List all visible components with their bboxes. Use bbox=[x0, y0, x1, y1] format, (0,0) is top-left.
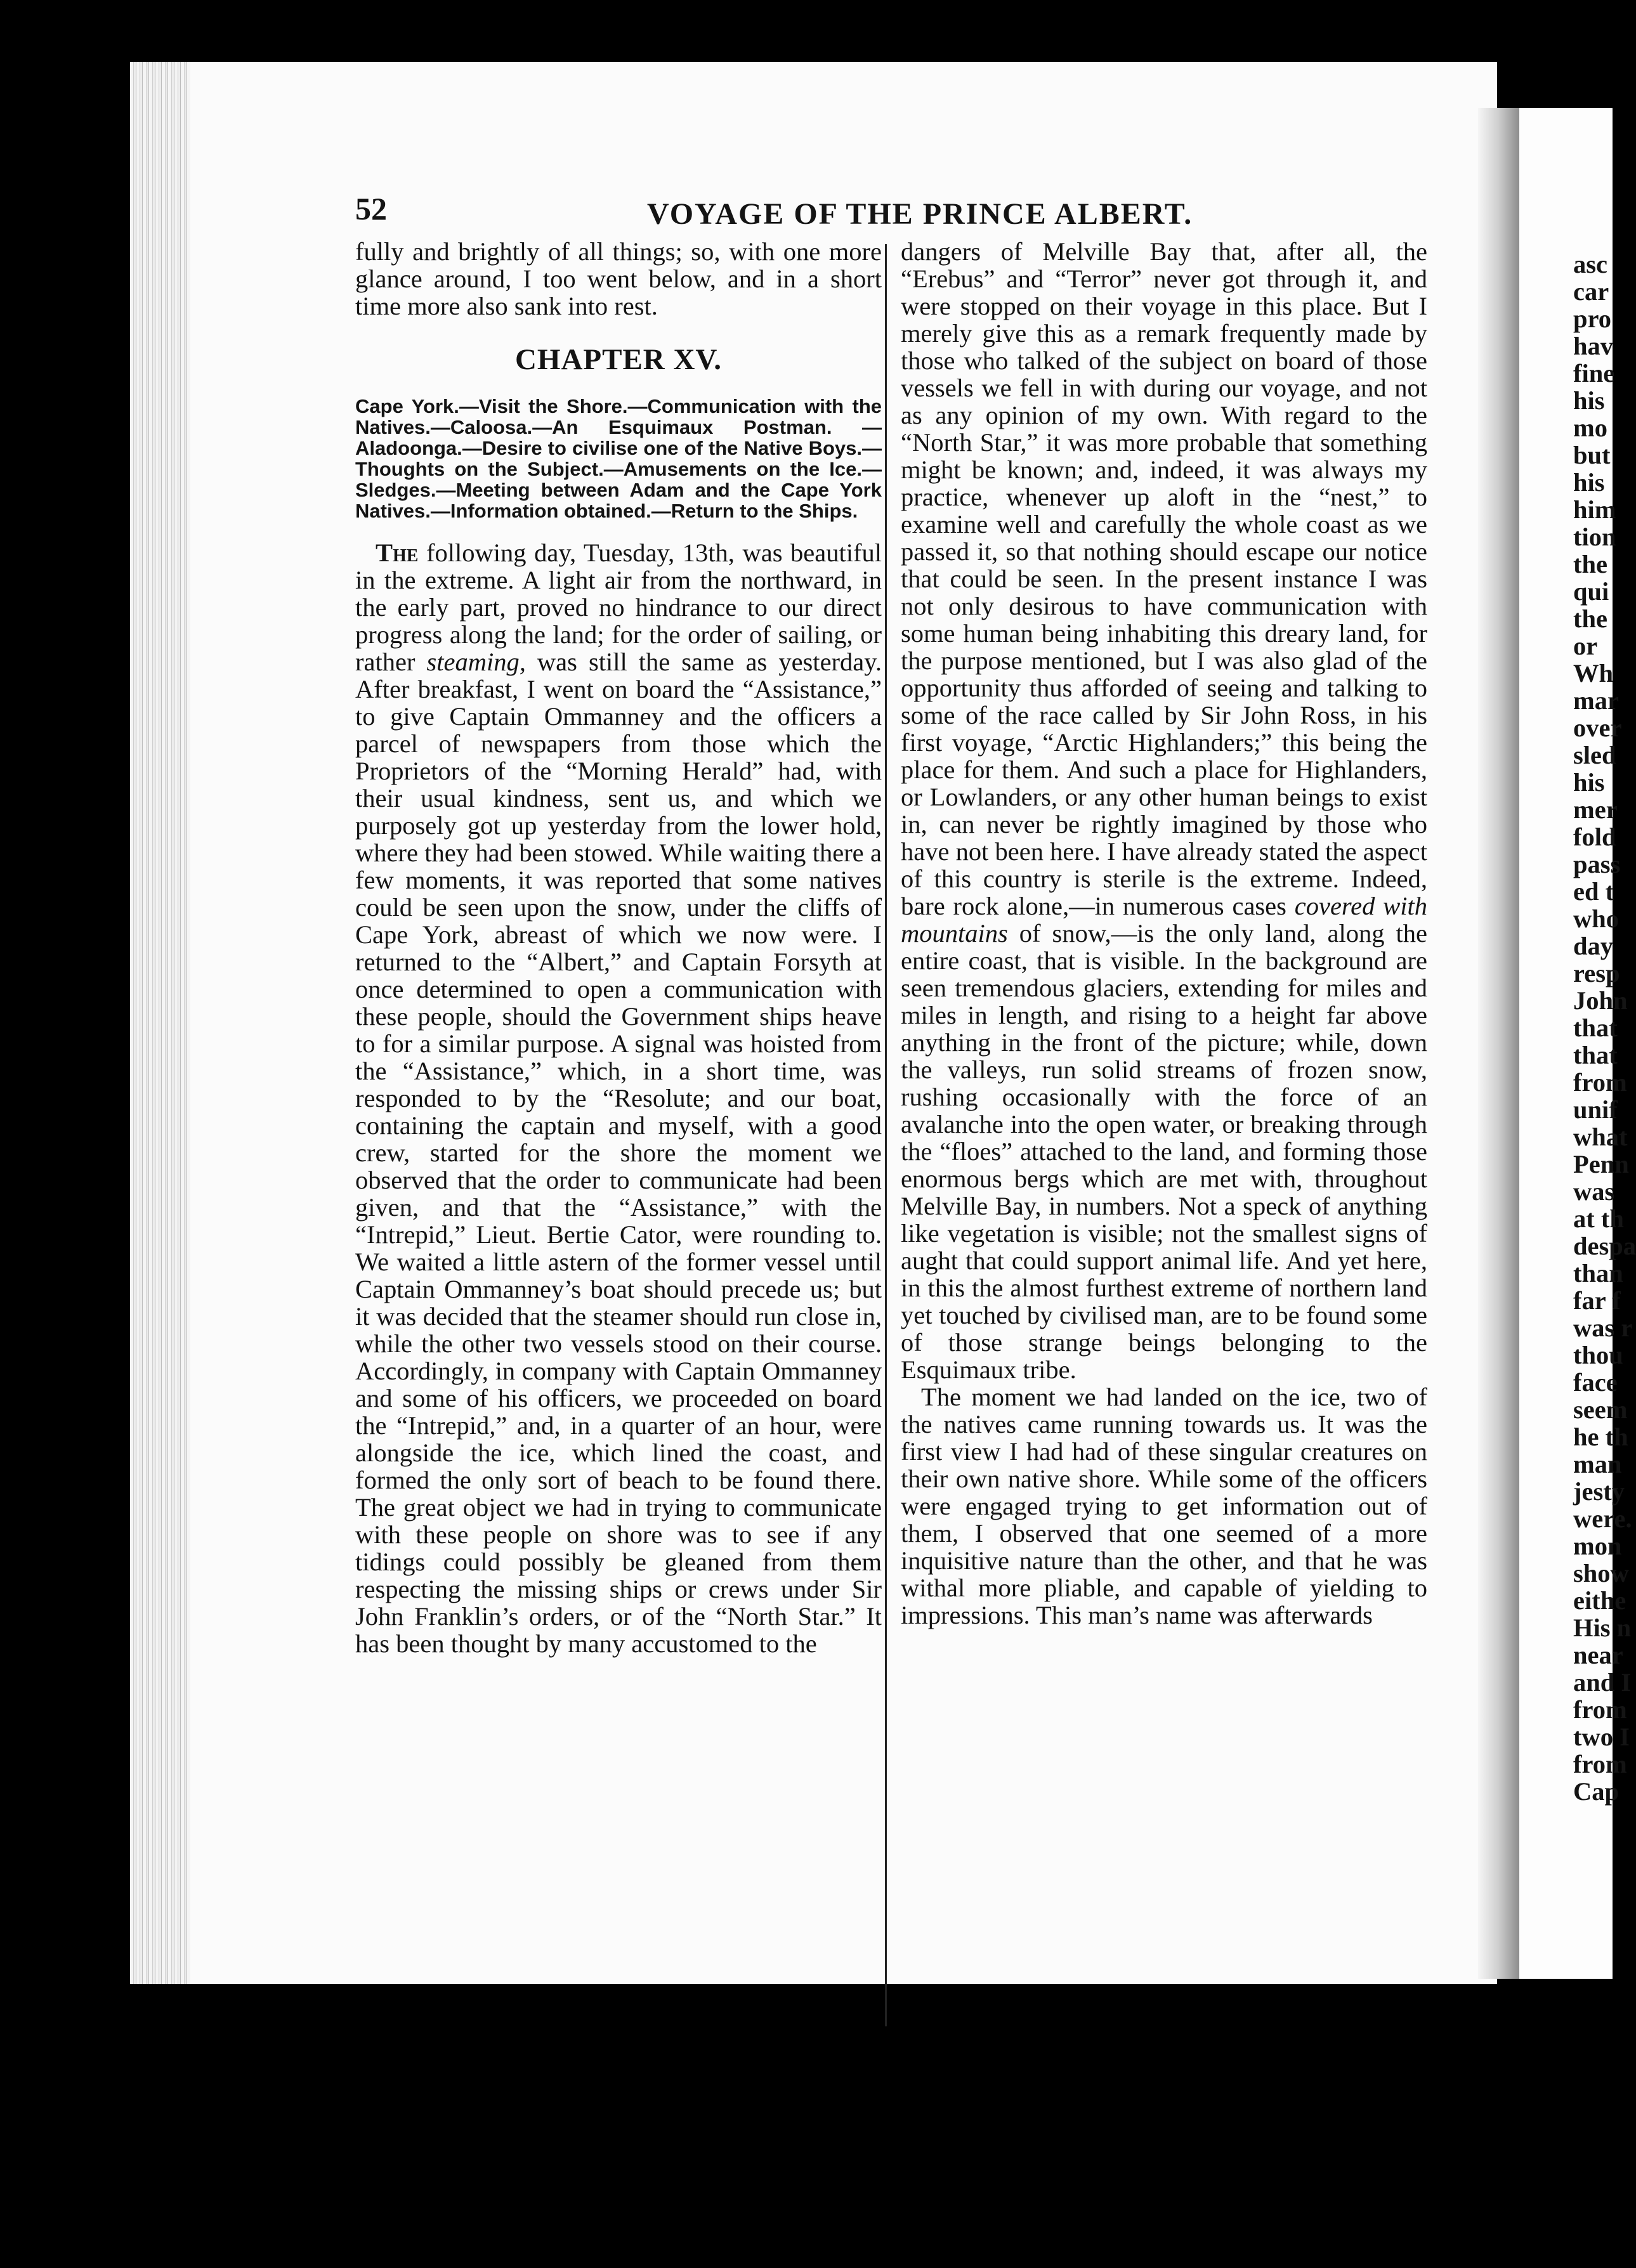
facing-page-line-fragment: his bbox=[1573, 468, 1605, 497]
facing-page-line-fragment: near bbox=[1573, 1641, 1623, 1669]
facing-page-line-fragment: mo bbox=[1573, 414, 1607, 442]
lead-word: The bbox=[376, 538, 419, 567]
facing-page-line-fragment: two I bbox=[1573, 1723, 1630, 1751]
facing-page-line-fragment: despa bbox=[1573, 1232, 1636, 1260]
facing-page-line-fragment: day bbox=[1573, 932, 1614, 960]
page-number: 52 bbox=[355, 191, 387, 226]
facing-page-line-fragment: Cap bbox=[1573, 1777, 1620, 1806]
facing-page-line-fragment: Penn bbox=[1573, 1150, 1629, 1178]
facing-page-line-fragment: him bbox=[1573, 495, 1616, 524]
facing-page-line-fragment: his bbox=[1573, 768, 1605, 797]
facing-page-line-fragment: face bbox=[1573, 1368, 1618, 1397]
facing-page-line-fragment: the bbox=[1573, 604, 1607, 633]
facing-page-line-fragment: pass bbox=[1573, 850, 1621, 878]
facing-page-line-fragment: his bbox=[1573, 386, 1605, 415]
facing-page-line-fragment: from bbox=[1573, 1750, 1627, 1778]
facing-page-line-fragment: man bbox=[1573, 1450, 1622, 1478]
page-edge-stack bbox=[130, 62, 200, 1984]
facing-page-line-fragment: was bbox=[1573, 1177, 1615, 1206]
facing-page-line-fragment: was r bbox=[1573, 1313, 1633, 1342]
italic-text: covered with mountains bbox=[901, 892, 1427, 948]
running-title: VOYAGE OF THE PRINCE ALBERT. bbox=[647, 197, 1193, 231]
facing-page-fragments bbox=[1573, 250, 1636, 1806]
facing-page-line-fragment: mer bbox=[1573, 795, 1618, 824]
facing-page-line-fragment: than bbox=[1573, 1259, 1623, 1287]
facing-page-line-fragment: qui bbox=[1573, 577, 1609, 606]
facing-page-line-fragment: His n bbox=[1573, 1613, 1632, 1642]
facing-page-line-fragment: Wh bbox=[1573, 659, 1614, 688]
text-column-left bbox=[355, 238, 882, 1657]
facing-page-line-fragment: jesty bbox=[1573, 1477, 1625, 1506]
facing-page-line-fragment: that bbox=[1573, 1041, 1618, 1069]
facing-page-line-fragment: resp bbox=[1573, 959, 1620, 987]
facing-page-line-fragment: who bbox=[1573, 904, 1620, 933]
facing-page-line-fragment: unif bbox=[1573, 1095, 1618, 1124]
facing-page-line-fragment: tion bbox=[1573, 523, 1616, 551]
facing-page-line-fragment: and I bbox=[1573, 1668, 1632, 1697]
intro-paragraph: fully and brightly of all things; so, with one more glance around, I too went below, and in a short time more also sank into rest. bbox=[355, 237, 882, 320]
facing-page-line-fragment: or bbox=[1573, 632, 1598, 660]
facing-page-line-fragment: from bbox=[1573, 1068, 1627, 1097]
chapter-summary: Cape York.—Visit the Shore.—Communication with the Natives.—Caloosa.—An Esquimaux Postman. —Aladoonga.—Desire to civilise one of the Native Boys.—Thoughts on the Subject.—Amusements on the Ice.—Sledges.—Meeting between Adam and the Cape York Natives.—Information obtained.—Return to the Ships. bbox=[355, 395, 882, 522]
facing-page-line-fragment: from bbox=[1573, 1695, 1627, 1724]
facing-page-line-fragment: far f bbox=[1573, 1286, 1621, 1315]
facing-page-line-fragment: the bbox=[1573, 550, 1607, 578]
facing-page-line-fragment: mar bbox=[1573, 686, 1619, 715]
paragraph: The moment we had landed on the ice, two of the natives came running towards us. It was the first view I had had of these singular creatures on their own native shore. While some of the officers were engaged trying to get information out of them, I observed that one seemed of a more inquisitive nature than the other, and that he was withal more pliable, and capable of yielding to impressions. This man’s name was afterwards bbox=[901, 1383, 1427, 1629]
facing-page-line-fragment: thou bbox=[1573, 1341, 1623, 1369]
facing-page-line-fragment: show bbox=[1573, 1559, 1629, 1587]
facing-page-line-fragment: that bbox=[1573, 1013, 1618, 1042]
facing-page-line-fragment: seem bbox=[1573, 1395, 1628, 1424]
paragraph-text: following day, Tuesday, 13th, was beautiful in the extreme. A light air from the northward, in the early part, proved no hindrance to our direct progress along the land; for the order of sailing, or rather bbox=[355, 538, 882, 676]
facing-page-line-fragment: mon bbox=[1573, 1532, 1622, 1560]
facing-page-line-fragment: fine bbox=[1573, 359, 1615, 388]
paragraph-text: of snow,—is the only land, along the entire coast, that is visible. In the background are seen tremendous glaciers, extending for miles and miles in length, and rising to a height far above anything in the front of the picture; while, down the valleys, run solid streams of frozen snow, rushing occasionally with the force of an avalanche into the open water, or breaking through the “floes” attached to the land, and forming those enormous bergs which are met with, throughout Melville Bay, in numbers. Not a speck of anything like vegetation is visible; not the smallest signs of aught that could support animal life. And yet here, in this the almost furthest extreme of northern land yet touched by civilised man, are to be found some of those strange beings belonging to the Esquimaux tribe. bbox=[901, 919, 1428, 1384]
facing-page-line-fragment: were. bbox=[1573, 1504, 1632, 1533]
column-rule bbox=[885, 244, 887, 2026]
facing-page-line-fragment: sled bbox=[1573, 741, 1616, 769]
continued-paragraph bbox=[901, 238, 1427, 1383]
paragraph-text: dangers of Melville Bay that, after all, the “Erebus” and “Terror” never got through it, and were stopped on their voyage in this place. But I merely give this as a remark frequently made by those who talked of the subject on board of those vessels we fell in with during our voyage, and not as any opinion of my own. With regard to the “North Star,” it was more probable that something might be known; and, indeed, it was always my practice, whenever up aloft in the “nest,” to examine well and carefully the whole coast as we passed it, so that nothing should escape our notice that could be seen. In the present instance I was not only desirous to have communication with some human being inhabiting this dreary land, for the purpose mentioned, but I was also glad of the opportunity thus afforded of seeing and talking to some of the race called by Sir John Ross, in his first voyage, “Arctic Highlanders;” this being the place for them. And such a place for Highlanders, or Lowlanders, or any other human beings to exist in, can never be rightly imagined by those who have not been here. I have already stated the aspect of this country is sterile is the extreme. Indeed, bare rock alone,—in numerous cases bbox=[901, 237, 1427, 920]
facing-page-line-fragment: asc bbox=[1573, 250, 1607, 278]
italic-text: steaming, bbox=[426, 648, 526, 676]
facing-page-line-fragment: John bbox=[1573, 986, 1628, 1015]
chapter-heading: CHAPTER XV. bbox=[514, 343, 723, 376]
facing-page-line-fragment: pro bbox=[1573, 304, 1612, 333]
chapter-opening-paragraph bbox=[355, 539, 882, 1657]
facing-page-line-fragment: ed t bbox=[1573, 877, 1614, 906]
facing-page-line-fragment: over bbox=[1573, 714, 1622, 742]
page-header bbox=[355, 190, 1281, 235]
paragraph-text: was still the same as yesterday. After breakfast, I went on board the “Assistance,” to give Captain Ommanney and the officers a parcel of newspapers from those which the Proprietors of the “Morning Herald” had, with their usual kindness, sent us, and which we purposely got up yesterday from the lower hold, where they had been stowed. While waiting there a few moments, it was reported that some natives could be seen upon the snow, under the cliffs of Cape York, abreast of which we now were. I returned to the “Albert,” and Captain Forsyth at once determined to open a communication with these people, should the Government ships heave to for a similar purpose. A signal was hoisted from the “Assistance,” which, in a short time, was responded to by the “Resolute; and our boat, containing the captain and myself, with a good crew, started for the shore the moment we observed that the order to communicate had been given, and that the “Assistance,” with the “Intrepid,” Lieut. Bertie Cator, were rounding to. We waited a little astern of the former vessel until Captain Ommanney’s boat should precede us; but it was decided that the steamer should run close in, while the other two vessels stood on their course. Accordingly, in company with Captain Ommanney and some of his officers, we proceeded on board the “Intrepid,” and, in a quarter of an hour, were alongside the ice, which lined the coast, and formed the only sort of beach to be found there. The great object we had in trying to communicate with these people on shore was to see if any tidings could possibly be gleaned from them respecting the missing ships or crews under Sir John Franklin’s orders, or of the “North Star.” It has been thought by many accustomed to the bbox=[355, 648, 882, 1658]
facing-page-line-fragment: fold bbox=[1573, 823, 1616, 851]
facing-page-line-fragment: eithe bbox=[1573, 1586, 1626, 1615]
facing-page-line-fragment: car bbox=[1573, 277, 1609, 306]
facing-page-line-fragment: hav bbox=[1573, 332, 1614, 360]
facing-page-line-fragment: he th bbox=[1573, 1423, 1628, 1451]
facing-page-line-fragment: at th bbox=[1573, 1204, 1624, 1233]
facing-page-line-fragment: what bbox=[1573, 1123, 1628, 1151]
facing-page-line-fragment: but bbox=[1573, 441, 1611, 469]
text-column-right bbox=[901, 238, 1427, 1629]
